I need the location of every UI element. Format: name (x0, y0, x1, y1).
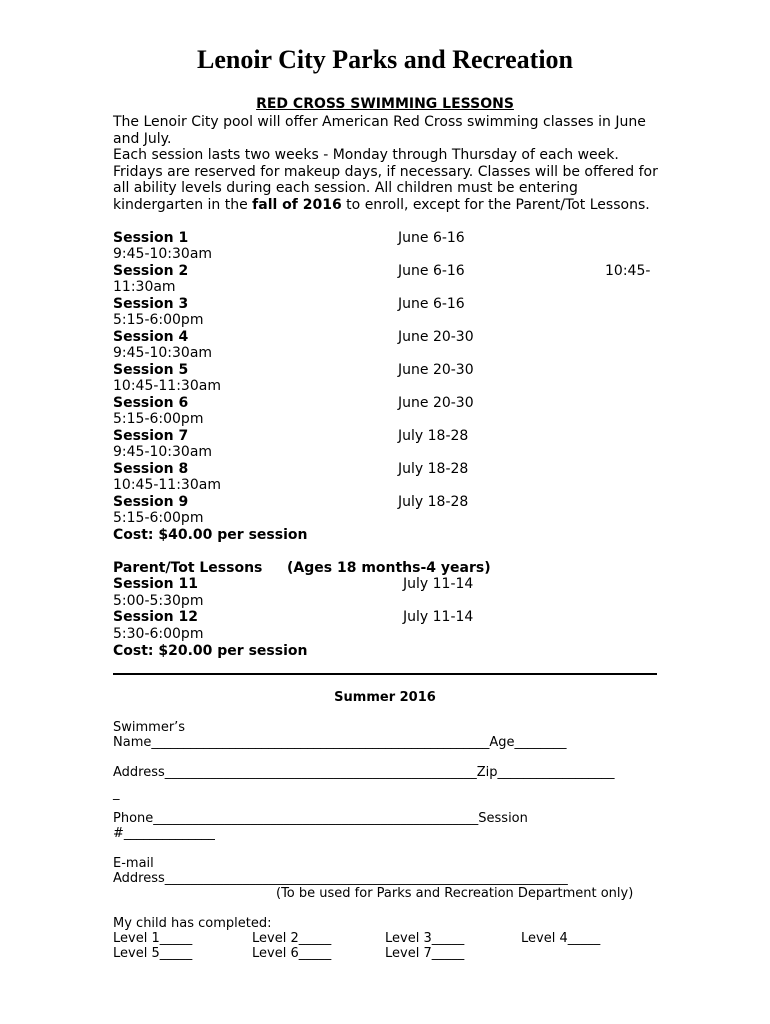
session-dates: July 11-14 (403, 576, 474, 592)
form-heading: Summer 2016 (334, 690, 436, 705)
session-dates: July 11-14 (403, 609, 474, 625)
email-address-field[interactable]: Address______________________________________________________________ (113, 871, 568, 886)
intro-emphasis: fall of 2016 (252, 196, 342, 213)
intro-line (113, 197, 663, 214)
session-name: Session 11 (113, 576, 198, 592)
session-dates: June 6-16 (398, 296, 465, 312)
level-checkbox-7[interactable]: Level 7_____ (385, 946, 465, 961)
session-time: 5:00-5:30pm (113, 593, 204, 609)
level-checkbox-3[interactable]: Level 3_____ (385, 931, 465, 946)
session-time: 5:15-6:00pm (113, 312, 204, 328)
session-time: 10:45-11:30am (113, 477, 221, 493)
swimmer-label: Swimmer’s (113, 720, 186, 735)
session-name: Session 9 (113, 494, 189, 510)
session-name: Session 3 (113, 296, 189, 312)
session-time: 11:30am (113, 279, 176, 295)
cost-line: Cost: $20.00 per session (113, 643, 308, 659)
intro-text: kindergarten in the (113, 196, 253, 213)
page-title: Lenoir City Parks and Recreation (196, 45, 574, 74)
intro-line: Fridays are reserved for makeup days, if necessary. Classes will be offered for (113, 163, 658, 180)
level-checkbox-6[interactable]: Level 6_____ (252, 946, 332, 961)
session-name: Session 2 (113, 263, 189, 279)
address-zip-field[interactable]: Address________________________________________________Zip__________________ (113, 765, 615, 780)
intro-line: The Lenoir City pool will offer American Red Cross swimming classes in June (113, 114, 646, 130)
intro-line: all ability levels during each session. All children must be entering (113, 180, 578, 197)
completed-label: My child has completed: (113, 916, 272, 931)
session-name: Session 6 (113, 395, 189, 411)
session-time: 9:45-10:30am (113, 345, 213, 361)
session-dates: June 20-30 (398, 362, 474, 378)
session-dates: June 6-16 (398, 263, 465, 279)
address-field-continuation: _ (113, 786, 120, 801)
level-checkbox-4[interactable]: Level 4_____ (521, 931, 601, 946)
session-name: Session 7 (113, 428, 189, 444)
session-time: 9:45-10:30am (113, 444, 213, 460)
swimmer-name-age-field[interactable]: Name____________________________________________________Age________ (113, 735, 567, 750)
session-name: Session 4 (113, 329, 189, 345)
session-time: 5:15-6:00pm (113, 510, 204, 526)
level-checkbox-5[interactable]: Level 5_____ (113, 946, 193, 961)
session-dates: June 6-16 (398, 230, 465, 246)
phone-session-field[interactable]: Phone__________________________________________________Session (113, 811, 528, 826)
session-time: 5:15-6:00pm (113, 411, 204, 427)
intro-line: Each session lasts two weeks - Monday through Thursday of each week. (113, 147, 619, 164)
intro-text: to enroll, except for the Parent/Tot Lessons. (341, 196, 650, 213)
session-dates: July 18-28 (398, 461, 469, 477)
session-name: Session 8 (113, 461, 189, 477)
session-time: 10:45-11:30am (113, 378, 221, 394)
section-heading: RED CROSS SWIMMING LESSONS (256, 96, 514, 112)
intro-paragraph (113, 114, 663, 214)
parent-tot-heading: Parent/Tot Lessons (113, 560, 263, 576)
session-name: Session 1 (113, 230, 189, 246)
level-checkbox-1[interactable]: Level 1_____ (113, 931, 193, 946)
session-time: 5:30-6:00pm (113, 626, 204, 642)
session-name: Session 12 (113, 609, 198, 625)
session-dates: June 20-30 (398, 329, 474, 345)
session-number-field[interactable]: #______________ (113, 826, 215, 841)
cost-line: Cost: $40.00 per session (113, 527, 308, 543)
divider-rule (113, 673, 657, 675)
session-time: 10:45- (605, 263, 651, 279)
department-note: (To be used for Parks and Recreation Department only) (276, 886, 634, 901)
session-dates: June 20-30 (398, 395, 474, 411)
parent-tot-ages: (Ages 18 months-4 years) (287, 560, 491, 576)
intro-line: and July. (113, 130, 172, 147)
session-dates: July 18-28 (398, 428, 469, 444)
session-time: 9:45-10:30am (113, 246, 213, 262)
session-dates: July 18-28 (398, 494, 469, 510)
session-name: Session 5 (113, 362, 189, 378)
email-label: E-mail (113, 856, 154, 871)
level-checkbox-2[interactable]: Level 2_____ (252, 931, 332, 946)
